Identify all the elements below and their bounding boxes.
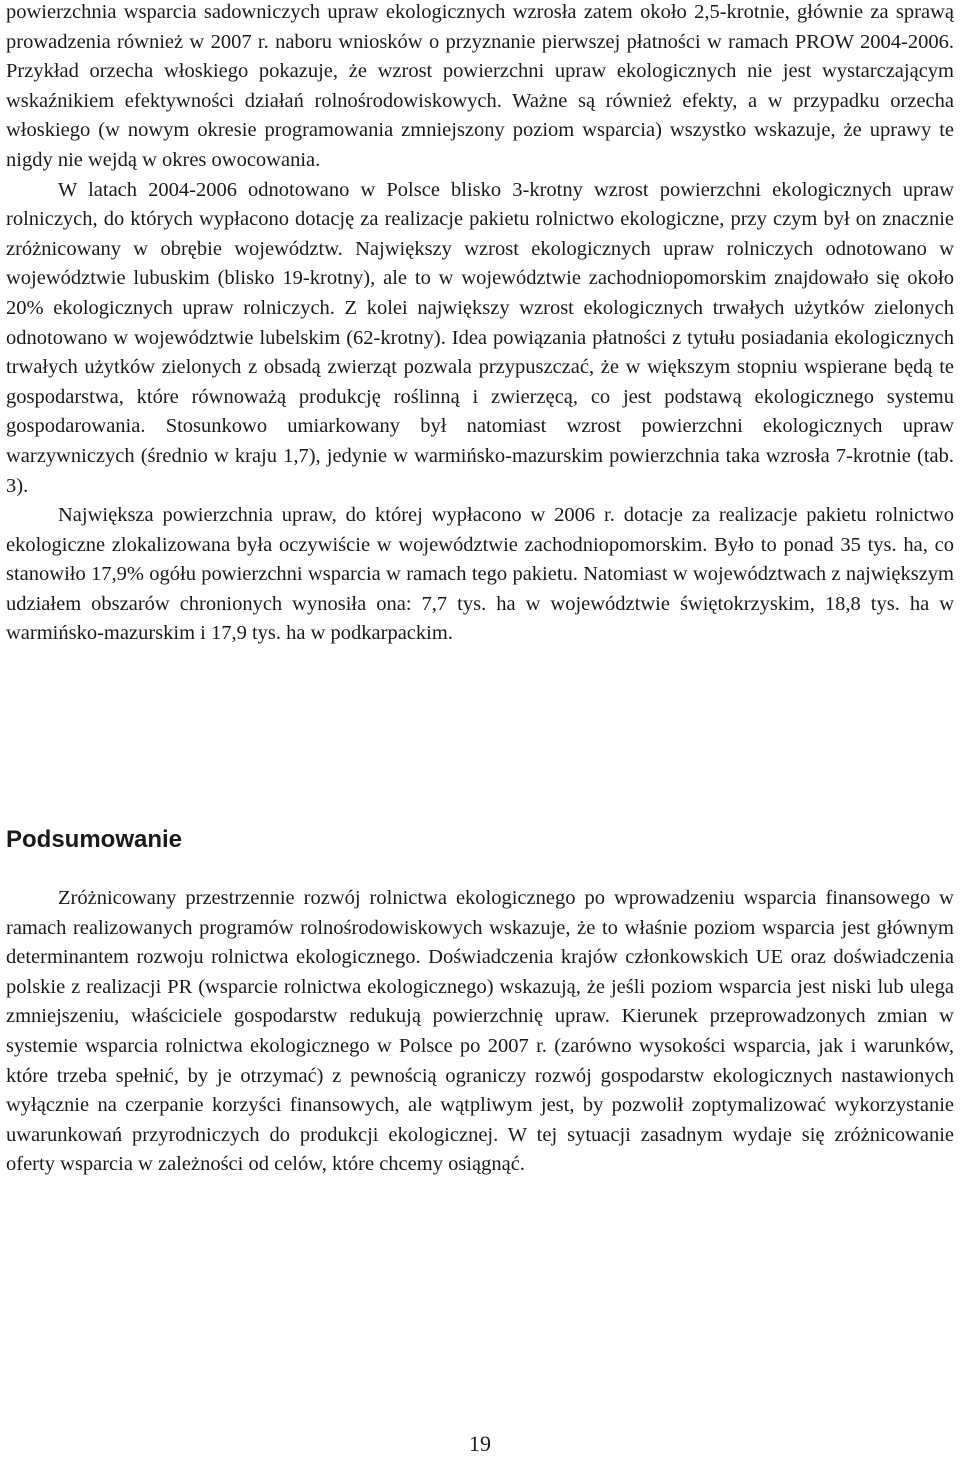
section-heading: Podsumowanie [6,826,183,853]
body-paragraph: Zróżnicowany przestrzennie rozwój rolnictwa ekologicznego po wprowadzeniu wsparcia finansowego w ramach realizowanych programów rolnośrodowiskowych wskazuje, że to właśnie poziom wsparcia jest głównym determinantem rozwoju rolnictwa ekologicznego. Doświadczenia krajów członkowskich UE oraz doświadczenia polskie z realizacji PR (wsparcie rolnictwa ekologicznego) wskazują, że jeśli poziom wsparcia jest niski lub ulega zmniejszeniu, właściciele gospodarstw redukują powierzchnię upraw. Kierunek przeprowadzonych zmian w systemie wsparcia rolnictwa ekologicznego w Polsce po 2007 r. (zarówno wysokości wsparcia, jak i warunków, które trzeba spełnić, by je otrzymać) z pewnością ograniczy rozwój gospodarstw ekologicznych nastawionych wyłącznie na czerpanie korzyści finansowych, ale wątpliwym jest, by pozwolił zoptymalizować wykorzystanie uwarunkowań przyrodniczych do produkcji ekologicznej. W tej sytuacji zasadnym wydaje się zróżnicowanie oferty wsparcia w zależności od celów, które chcemy osiągnąć. [6,887,954,1176]
body-paragraph: Największa powierzchnia upraw, do której wypłacono w 2006 r. dotacje za realizacje pakietu rolnictwo ekologiczne zlokalizowana była oczywiście w województwie zachodniopomorskim. Było to ponad 35 tys. ha, co stanowiło 17,9% ogółu powierzchni wsparcia w ramach tego pakietu. Natomiast w województwach z największym udziałem obszarów chronionych wynosiła ona: 7,7 tys. ha w województwie świętokrzyskim, 18,8 tys. ha w warmińsko-mazurskim i 17,9 tys. ha w podkarpackim. [6,504,954,645]
body-paragraph: powierzchnia wsparcia sadowniczych upraw ekologicznych wzrosła zatem około 2,5-krotnie, głównie za sprawą prowadzenia również w 2007 r. naboru wniosków o przyznanie pierwszej płatności w ramach PROW 2004-2006. Przykład orzecha włoskiego pokazuje, że wzrost powierzchni upraw ekologicznych nie jest wystarczającym wskaźnikiem efektywności działań rolnośrodowiskowych. Ważne są również efekty, a w przypadku orzecha włoskiego (w nowym okresie programowania zmniejszony poziom wsparcia) wszystko wskazuje, że uprawy te nigdy nie wejdą w okres owocowania. [6,1,954,171]
document-page [6,0,954,1176]
body-paragraph: W latach 2004-2006 odnotowano w Polsce blisko 3-krotny wzrost powierzchni ekologicznych upraw rolniczych, do których wypłacono dotację za realizacje pakietu rolnictwo ekologiczne, przy czym był on znacznie zróżnicowany w obrębie województw. Największy wzrost ekologicznych upraw rolniczych odnotowano w województwie lubuskim (blisko 19-krotny), ale to w województwie zachodniopomorskim znajdowało się około 20% ekologicznych upraw rolniczych. Z kolei największy wzrost ekologicznych trwałych użytków zielonych odnotowano w województwie lubelskim (62-krotny). Idea powiązania płatności z tytułu posiadania ekologicznych trwałych użytków zielonych z obsadą zwierząt pozwala przypuszczać, że w większym stopniu wspierane będą te gospodarstwa, które równoważą produkcję roślinną i zwierzęcą, co jest podstawą ekologicznego systemu gospodarowania. Stosunkowo umiarkowany był natomiast wzrost powierzchni ekologicznych upraw warzywniczych (średnio w kraju 1,7), jedynie w warmińsko-mazurskim powierzchnia taka wzrosła 7-krotnie (tab. 3). [6,178,954,497]
page-number: 19 [469,1431,491,1456]
